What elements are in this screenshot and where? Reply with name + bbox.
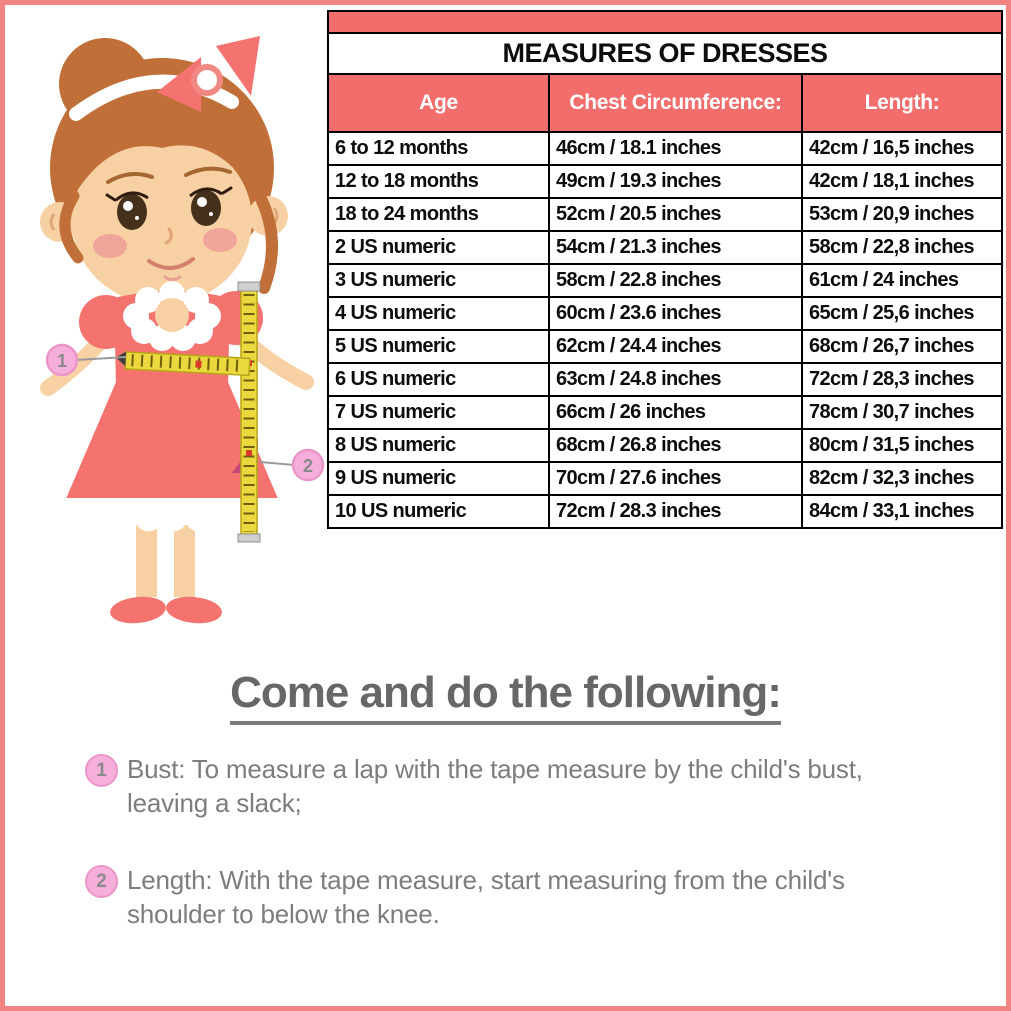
chest-cell: 46cm / 18.1 inches [549,132,802,165]
length-measuring-tape [238,282,260,542]
age-cell: 2 US numeric [328,231,549,264]
instruction-item-bust [85,752,863,820]
table-row [328,495,1002,528]
instructions-title-wrap [5,668,1006,725]
table-row [328,132,1002,165]
length-cell: 72cm / 28,3 inches [802,363,1002,396]
length-cell: 61cm / 24 inches [802,264,1002,297]
instruction-line: leaving a slack; [127,788,302,818]
chest-cell: 49cm / 19.3 inches [549,165,802,198]
length-cell: 58cm / 22,8 inches [802,231,1002,264]
age-cell: 12 to 18 months [328,165,549,198]
table-top-strip [328,11,1002,33]
svg-text:1: 1 [56,351,68,371]
table-row [328,330,1002,363]
girl-illustration [20,30,330,640]
age-cell: 9 US numeric [328,462,549,495]
length-cell: 84cm / 33,1 inches [802,495,1002,528]
age-cell: 10 US numeric [328,495,549,528]
girl-legs [136,525,195,597]
age-cell: 4 US numeric [328,297,549,330]
age-cell: 18 to 24 months [328,198,549,231]
table-title-row [328,33,1002,74]
chest-cell: 72cm / 28.3 inches [549,495,802,528]
table-row [328,297,1002,330]
chest-cell: 70cm / 27.6 inches [549,462,802,495]
header-chest: Chest Circumference: [549,74,802,132]
length-cell: 68cm / 26,7 inches [802,330,1002,363]
instruction-badge-2: 2 [85,865,118,898]
girl-shoes [109,594,223,626]
age-cell: 8 US numeric [328,429,549,462]
table-title: MEASURES OF DRESSES [328,33,1002,74]
age-cell: 6 US numeric [328,363,549,396]
length-cell: 82cm / 32,3 inches [802,462,1002,495]
instructions-title: Come and do the following: [230,668,781,725]
chest-cell: 58cm / 22.8 inches [549,264,802,297]
table-row [328,231,1002,264]
chest-cell: 63cm / 24.8 inches [549,363,802,396]
table-row [328,264,1002,297]
chest-cell: 62cm / 24.4 inches [549,330,802,363]
table-row [328,429,1002,462]
svg-text:2: 2 [302,456,314,476]
table-row [328,198,1002,231]
instruction-line: Bust: To measure a lap with the tape measure by the child's bust, [127,754,863,784]
table-row [328,363,1002,396]
chest-cell: 54cm / 21.3 inches [549,231,802,264]
size-table [327,10,1003,529]
length-cell: 65cm / 25,6 inches [802,297,1002,330]
length-cell: 80cm / 31,5 inches [802,429,1002,462]
age-cell: 6 to 12 months [328,132,549,165]
length-cell: 78cm / 30,7 inches [802,396,1002,429]
length-cell: 53cm / 20,9 inches [802,198,1002,231]
length-cell: 42cm / 18,1 inches [802,165,1002,198]
instruction-text-length [127,863,845,931]
length-cell: 42cm / 16,5 inches [802,132,1002,165]
girl-illustration-svg [20,30,330,640]
chest-cell: 68cm / 26.8 inches [549,429,802,462]
instruction-line: shoulder to below the knee. [127,899,440,929]
table-header-row [328,74,1002,132]
table-row [328,462,1002,495]
header-length: Length: [802,74,1002,132]
chest-cell: 66cm / 26 inches [549,396,802,429]
table-row [328,396,1002,429]
instruction-badge-1: 1 [85,754,118,787]
header-age: Age [328,74,549,132]
instruction-line: Length: With the tape measure, start measuring from the child's [127,865,845,895]
age-cell: 3 US numeric [328,264,549,297]
instruction-item-length [85,863,845,931]
chest-cell: 52cm / 20.5 inches [549,198,802,231]
length-marker-2 [260,450,323,480]
chest-cell: 60cm / 23.6 inches [549,297,802,330]
age-cell: 5 US numeric [328,330,549,363]
instruction-text-bust [127,752,863,820]
age-cell: 7 US numeric [328,396,549,429]
table-row [328,165,1002,198]
